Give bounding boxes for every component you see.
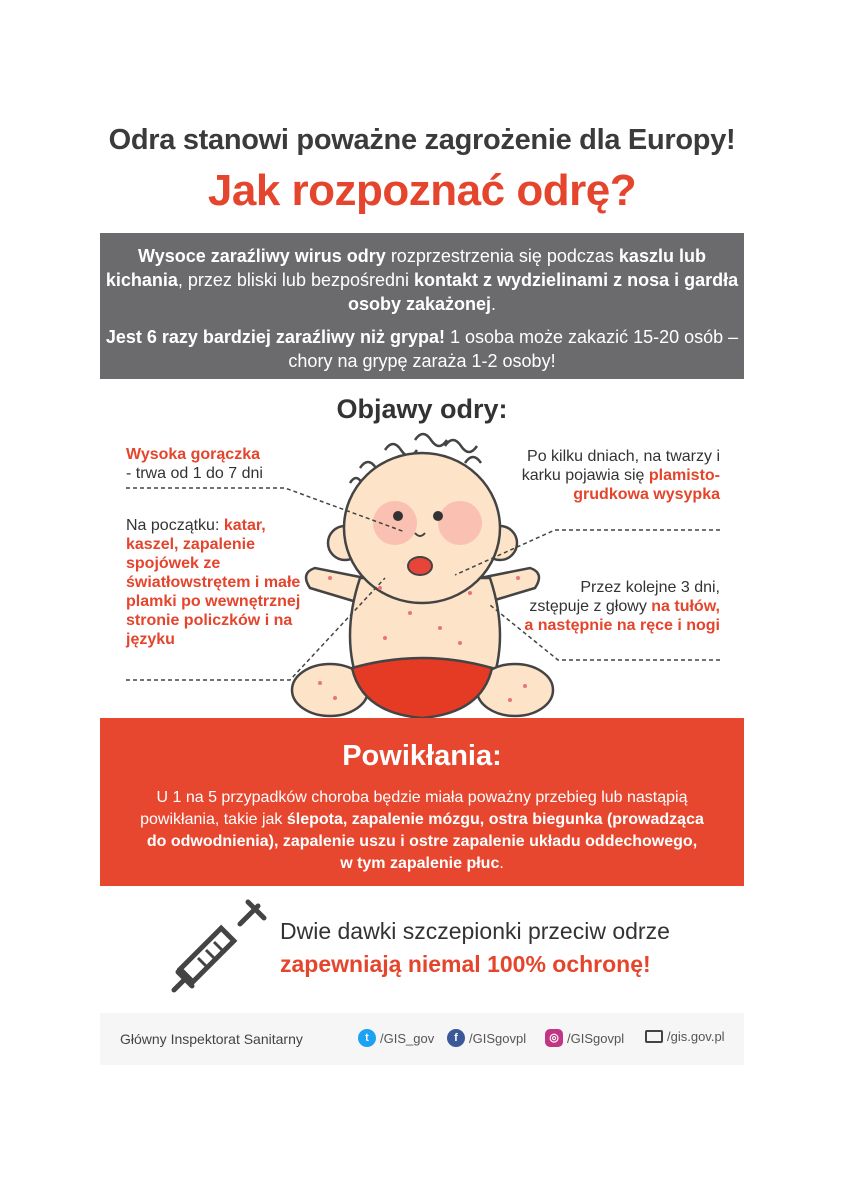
info-highlight: kontakt z wydzielinami z nosa i gardła osoby zakażonej <box>347 270 739 314</box>
monitor-icon <box>645 1030 663 1043</box>
info-text: 1 osoba może zakazić 15-20 osób – chory na grypę zaraża 1-2 osoby! <box>288 327 739 371</box>
symptom-days <box>520 447 720 504</box>
complications-intro: U 1 na 5 przypadków choroba będzie miała poważny przebieg lub nastąpią powikłania, takie jak <box>140 789 688 828</box>
complications-title: Powikłania: <box>342 740 502 772</box>
symptom-next-text: Przez kolejne 3 dni, zstępuje z głowy <box>529 579 720 615</box>
complications-end: . <box>499 855 504 872</box>
twitter-handle: /GIS_gov <box>380 1030 435 1046</box>
twitter-link[interactable] <box>358 1029 434 1047</box>
info-highlight: Wysoce zaraźliwy wirus odry <box>138 246 386 266</box>
footer <box>100 1013 744 1065</box>
symptom-start-highlight: katar, kaszel, zapalenie spojówek ze światłowstrętem i małe plamki po wewnętrznej stronie policzków i na języku <box>126 517 301 648</box>
info-text: rozprzestrzenia się podczas <box>385 246 619 266</box>
info-highlight: kaszlu lub kichania <box>105 246 706 290</box>
facebook-link[interactable] <box>447 1029 526 1047</box>
complications-text <box>100 787 744 875</box>
vaccine-line-2: zapewniają niemal 100% ochronę! <box>280 951 651 977</box>
complications-list: ślepota, zapalenie mózgu, ostra biegunka (prowadząca do odwodnienia), zapalenie uszu i ostre zapalenie układu oddechowego, w tym zapalenie płuc <box>146 811 704 872</box>
website-url: /gis.gov.pl <box>667 1029 725 1044</box>
instagram-handle: /GISgovpl <box>567 1030 625 1046</box>
instagram-link[interactable] <box>545 1029 624 1047</box>
info-text: . <box>491 294 497 314</box>
symptom-start-text: Na początku: <box>126 517 224 534</box>
vaccine-line-1: Dwie dawki szczepionki przeciw odrze <box>280 918 670 944</box>
subtitle: Odra stanowi poważne zagrożenie dla Europy! <box>108 124 736 156</box>
facebook-handle: /GISgovpl <box>469 1030 527 1046</box>
symptom-days-text: Po kilku dniach, na twarzy i karku pojawia się <box>521 448 720 484</box>
org-name: Główny Inspektorat Sanitarny <box>120 1031 303 1047</box>
info-text: , przez bliski lub bezpośredni <box>177 270 415 290</box>
complications-box <box>100 718 744 886</box>
symptom-next <box>520 578 720 635</box>
symptom-fever-text: - trwa od 1 do 7 dni <box>126 465 263 482</box>
instagram-icon: ◎ <box>545 1029 563 1047</box>
symptom-fever-title: Wysoka gorączka <box>126 446 260 463</box>
symptom-days-highlight: plamisto-grudkowa wysypka <box>573 467 720 503</box>
page-title: Jak rozpoznać odrę? <box>207 166 637 215</box>
symptoms-title: Objawy odry: <box>336 394 508 424</box>
symptom-start <box>126 516 316 649</box>
twitter-icon: t <box>358 1029 376 1047</box>
facebook-icon: f <box>447 1029 465 1047</box>
website-link[interactable] <box>645 1029 725 1044</box>
symptom-next-highlight: na tułów, a następnie na ręce i nogi <box>524 598 720 634</box>
info-highlight: Jest 6 razy bardziej zaraźliwy niż grypa! <box>105 327 445 347</box>
syringe-icon <box>168 898 268 998</box>
symptom-fever <box>126 445 326 483</box>
